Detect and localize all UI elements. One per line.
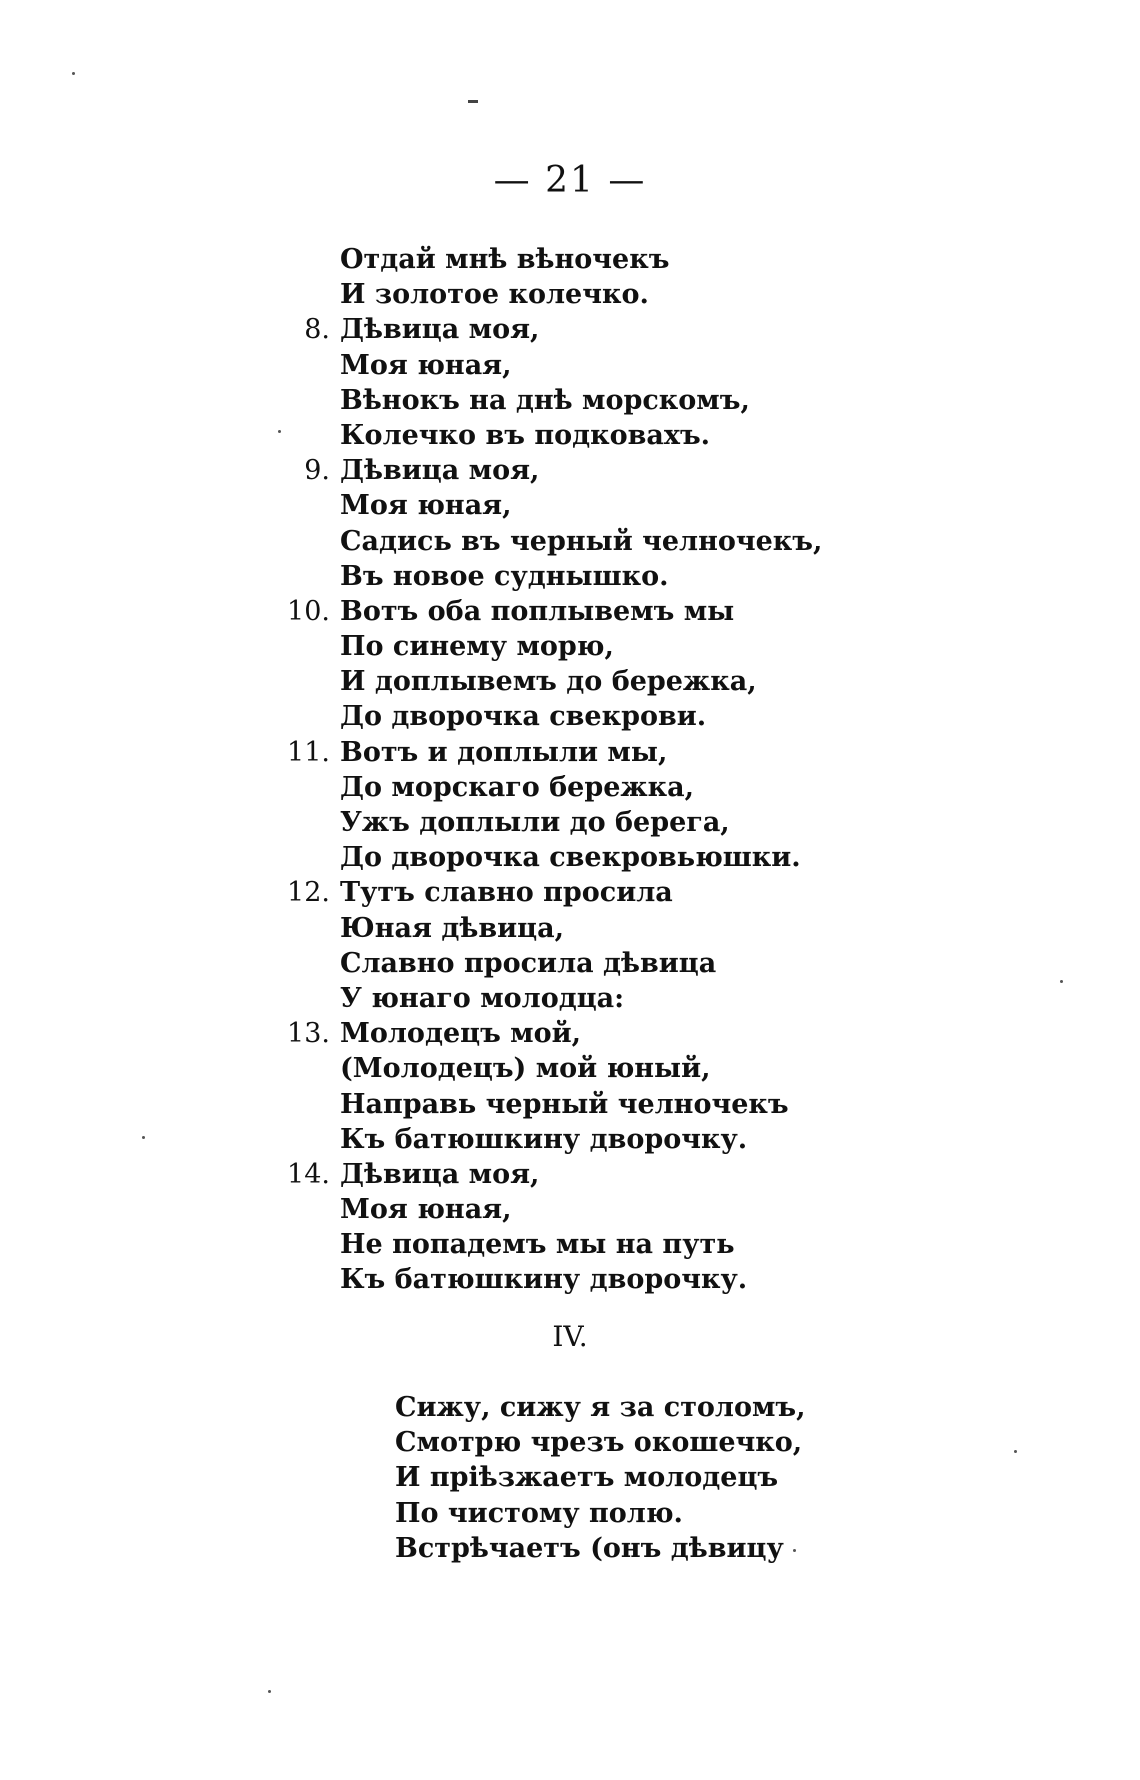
line-text: Молодецъ мой, xyxy=(340,1018,582,1050)
line-text: Въ новое суднышко. xyxy=(340,560,669,592)
poem-line xyxy=(340,488,1040,523)
scan-speck xyxy=(268,1690,271,1693)
poem-line xyxy=(340,699,1040,734)
page-number: — 21 — xyxy=(493,160,647,201)
stanza-number: 12. xyxy=(287,877,330,909)
stanza-number: 10. xyxy=(287,595,330,627)
poem-line xyxy=(340,629,1040,664)
poem-line xyxy=(340,805,1040,840)
line-text: Садись въ черный челночекъ, xyxy=(340,525,823,557)
scan-speck xyxy=(142,1136,145,1139)
scan-speck xyxy=(1060,980,1063,983)
poem-line: По чистому полю. xyxy=(395,1497,683,1529)
poem-line xyxy=(340,981,1040,1016)
line-text: Къ батюшкину дворочку. xyxy=(340,1264,748,1296)
scan-speck xyxy=(1014,1450,1017,1453)
poem-line xyxy=(287,594,1040,629)
poem-line xyxy=(340,348,1040,383)
line-text: По синему морю, xyxy=(340,631,614,663)
poem-line xyxy=(340,418,1040,453)
poem-line xyxy=(287,735,1040,770)
poem-line xyxy=(340,559,1040,594)
stanza-number: 13. xyxy=(287,1018,330,1050)
poem-stanzas xyxy=(287,242,1040,1298)
line-text: Направь черный челночекъ xyxy=(340,1088,789,1120)
line-text: Дѣвица моя, xyxy=(340,1158,540,1190)
poem-line xyxy=(340,911,1040,946)
poem-line xyxy=(304,312,1040,347)
scan-speck xyxy=(468,100,478,103)
stanza-number: 9. xyxy=(304,455,330,487)
poem-line xyxy=(340,770,1040,805)
stanza-number: 14. xyxy=(287,1158,330,1190)
line-text: До дворочка свекровьюшки. xyxy=(340,842,801,874)
scan-speck xyxy=(793,1549,796,1552)
poem-line: И пріѣзжаетъ молодецъ xyxy=(395,1462,779,1494)
line-text: И золотое колечко. xyxy=(340,279,649,311)
line-text: Вотъ и доплыли мы, xyxy=(340,736,668,768)
poem-line xyxy=(340,1227,1040,1262)
section-iv-lines xyxy=(395,1390,806,1566)
line-text: Вотъ оба поплывемъ мы xyxy=(340,595,735,627)
line-text: Моя юная, xyxy=(340,349,512,381)
line-text: Вѣнокъ на днѣ морскомъ, xyxy=(340,384,750,416)
line-text: Моя юная, xyxy=(340,1194,512,1226)
poem-line xyxy=(340,1087,1040,1122)
line-text: Не попадемъ мы на путь xyxy=(340,1229,735,1261)
poem-line xyxy=(340,242,1040,277)
poem-line xyxy=(340,840,1040,875)
poem-line xyxy=(340,383,1040,418)
stanza-number: 8. xyxy=(304,314,330,346)
line-text: Славно просила дѣвица xyxy=(340,947,717,979)
scan-speck xyxy=(278,430,281,433)
poem-line: Встрѣчаетъ (онъ дѣвицу xyxy=(395,1532,784,1564)
line-text: Колечко въ подковахъ. xyxy=(340,419,711,451)
scan-speck xyxy=(72,72,75,75)
line-text: До дворочка свекрови. xyxy=(340,701,707,733)
poem-line xyxy=(340,1192,1040,1227)
poem-line xyxy=(287,875,1040,910)
poem-line xyxy=(304,453,1040,488)
line-text: Дѣвица моя, xyxy=(340,314,540,346)
line-text: У юнаго молодца: xyxy=(340,982,625,1014)
line-text: Моя юная, xyxy=(340,490,512,522)
poem-line xyxy=(340,1122,1040,1157)
line-text: До морскаго бережка, xyxy=(340,771,695,803)
poem-line xyxy=(340,277,1040,312)
poem-line xyxy=(340,946,1040,981)
line-text: Дѣвица моя, xyxy=(340,455,540,487)
poem-line xyxy=(287,1157,1040,1192)
poem-line: Смотрю чрезъ окошечко, xyxy=(395,1427,803,1459)
poem-line xyxy=(340,1262,1040,1297)
line-text: Отдай мнѣ вѣночекъ xyxy=(340,244,670,275)
poem-line xyxy=(287,1016,1040,1051)
poem-line xyxy=(340,664,1040,699)
line-text: Ужъ доплыли до берега, xyxy=(340,807,730,838)
poem-line xyxy=(340,1051,1040,1086)
line-text: (Молодецъ) мой юный, xyxy=(340,1053,711,1085)
line-text: Къ батюшкину дворочку. xyxy=(340,1123,748,1155)
section-heading: IV. xyxy=(552,1320,588,1353)
line-text: Тутъ славно просила xyxy=(340,877,673,909)
stanza-number: 11. xyxy=(287,736,330,768)
line-text: Юная дѣвица, xyxy=(340,912,564,944)
poem-line: Сижу, сижу я за столомъ, xyxy=(395,1392,806,1423)
line-text: И доплывемъ до бережка, xyxy=(340,666,757,698)
poem-line xyxy=(340,524,1040,559)
